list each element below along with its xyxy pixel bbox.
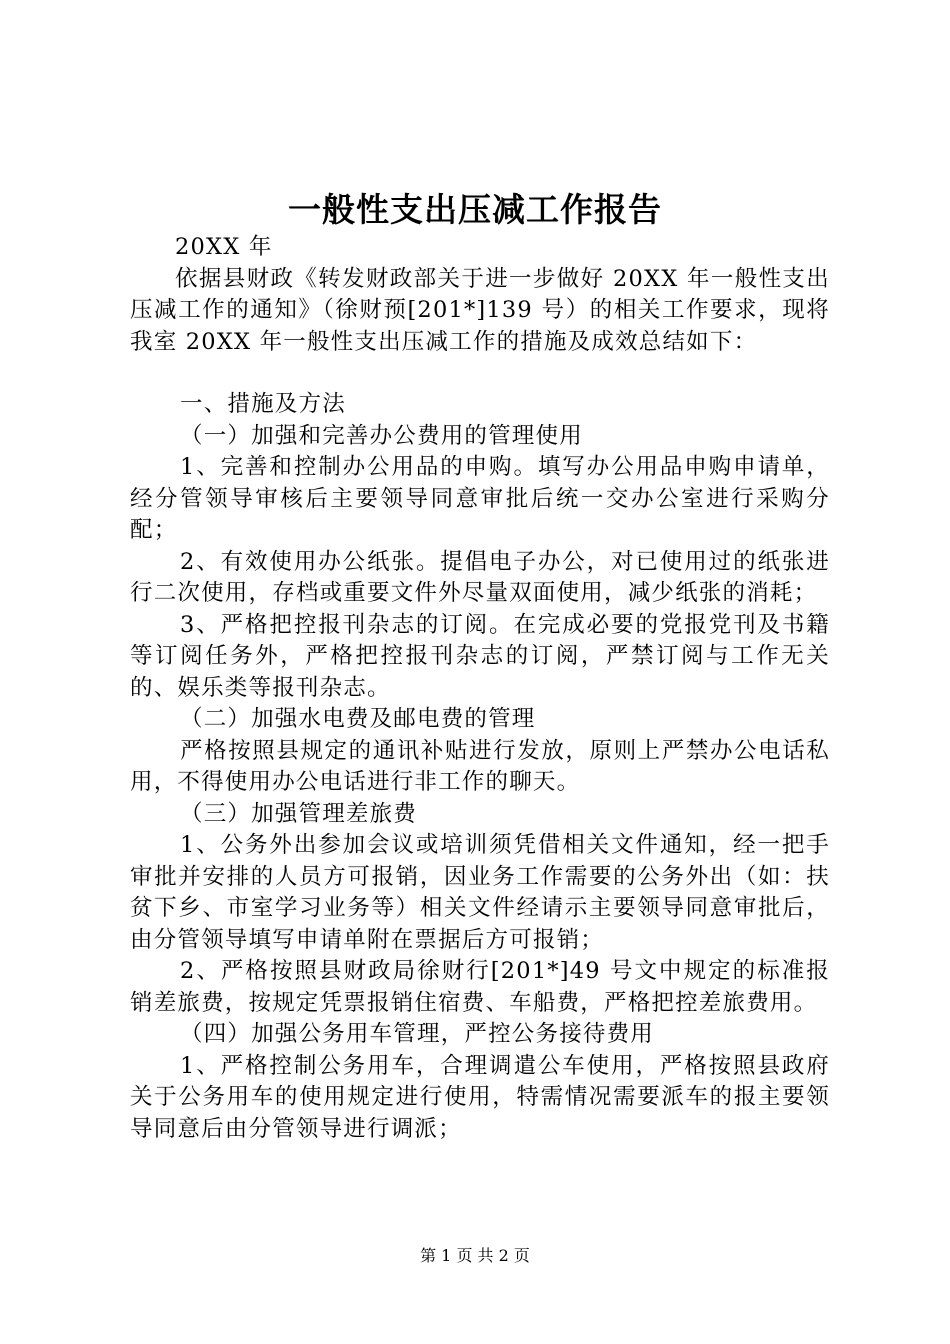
list-item: 2、严格按照县财政局徐财行[201*]49 号文中规定的标准报销差旅费，按规定凭票报销住宿费、车船费，严格把控差旅费用。	[130, 958, 830, 1016]
list-item: 1、完善和控制办公用品的申购。填写办公用品申购申请单，经分管领导审核后主要领导同意审批后统一交办公室进行采购分配；	[130, 454, 830, 543]
body-paragraph: 严格按照县规定的通讯补贴进行发放，原则上严禁办公电话私用，不得使用办公电话进行非工作的聊天。	[130, 737, 830, 795]
document-title: 一般性支出压减工作报告	[288, 190, 662, 229]
list-item: 1、公务外出参加会议或培训须凭借相关文件通知，经一把手审批并安排的人员方可报销，因业务工作需要的公务外出（如：扶贫下乡、市室学习业务等）相关文件经请示主要领导同意审批后，由分管领导填写申请单附在票据后方可报销；	[130, 832, 830, 953]
subsection-heading: （二）加强水电费及邮电费的管理	[180, 706, 536, 732]
section-heading: 一、措施及方法	[180, 391, 346, 417]
document-body	[130, 232, 830, 1145]
paragraph-gap	[130, 358, 830, 389]
subsection-heading: （三）加强管理差旅费	[180, 800, 418, 827]
list-item: 1、严格控制公务用车，合理调遣公车使用，严格按照县政府关于公务用车的使用规定进行使用，特需情况需要派车的报主要领导同意后由分管领导进行调派；	[130, 1052, 830, 1142]
report-date: 20XX 年	[175, 234, 273, 260]
subsection-heading: （四）加强公务用车管理，严控公务接待费用	[180, 1021, 655, 1047]
intro-paragraph: 依据县财政《转发财政部关于进一步做好 20XX 年一般性支出压减工作的通知》（徐财预[201*]139 号）的相关工作要求，现将我室 20XX 年一般性支出压减工作的措施及成效总结如下：	[130, 265, 830, 355]
list-item: 2、有效使用办公纸张。提倡电子办公，对已使用过的纸张进行二次使用，存档或重要文件外尽量双面使用，减少纸张的消耗；	[130, 548, 830, 606]
page-footer: 第 1 页 共 2 页	[420, 1246, 530, 1265]
list-item: 3、严格把控报刊杂志的订阅。在完成必要的党报党刊及书籍等订阅任务外，严格把控报刊杂志的订阅，严禁订阅与工作无关的、娱乐类等报刊杂志。	[130, 611, 830, 701]
subsection-heading: （一）加强和完善办公费用的管理使用	[180, 422, 583, 449]
